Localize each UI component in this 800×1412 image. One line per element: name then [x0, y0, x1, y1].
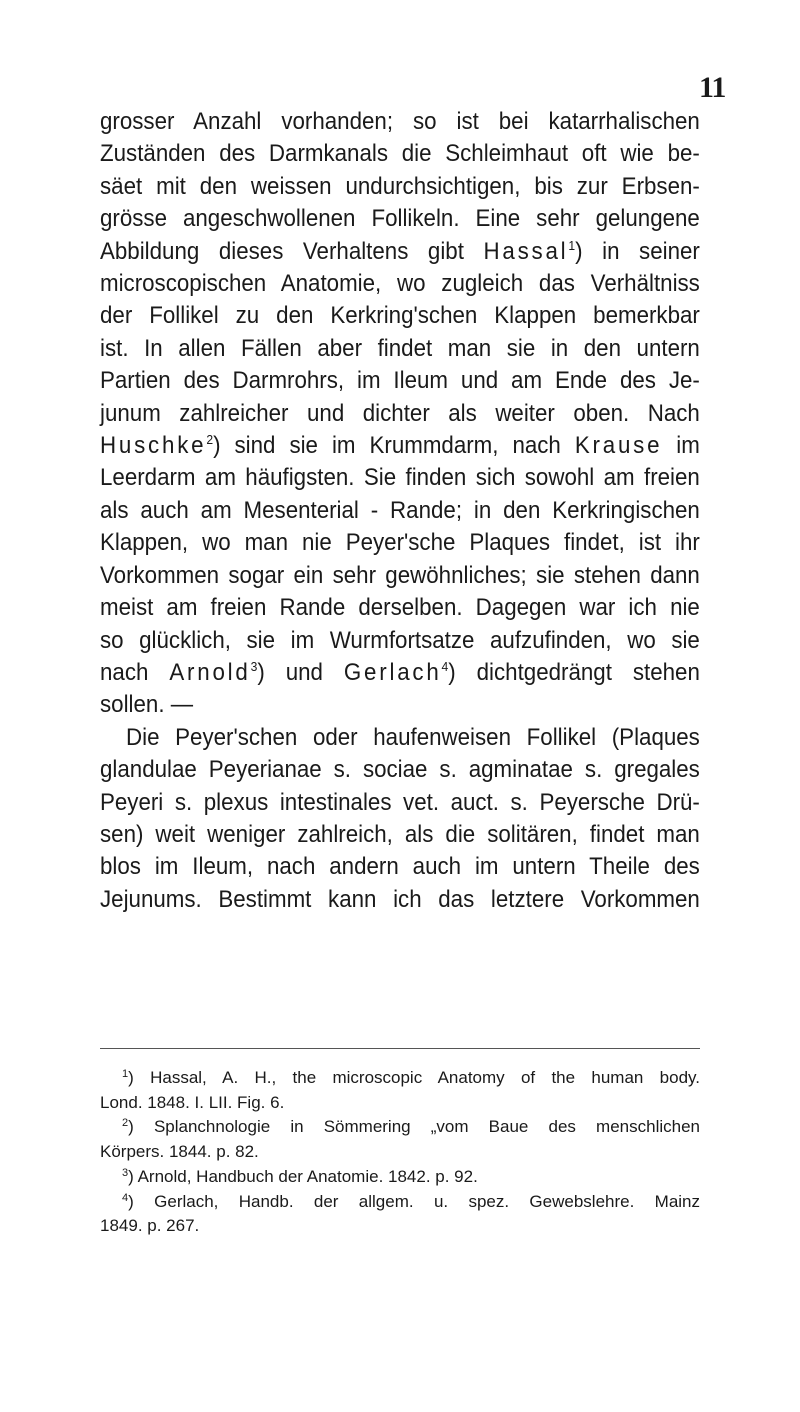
text-run: der Follikel zu den Kerkring'schen Klappen bemerkbar: [100, 302, 700, 330]
text-line: [100, 300, 700, 332]
text-run: microscopischen Anatomie, wo zugleich das Verhältniss: [100, 270, 700, 298]
text-line: [100, 851, 700, 883]
footnote-text: Arnold, Handbuch der Anatomie. 1842. p. 92.: [137, 1166, 478, 1186]
text-run: grösse angeschwollenen Follikeln. Eine sehr gelungene: [100, 205, 700, 233]
footnote: [100, 1066, 700, 1115]
spaced-author-name: Gerlach: [343, 658, 442, 686]
text-line: [100, 625, 700, 657]
text-line: [100, 171, 700, 203]
text-line: [100, 462, 700, 494]
footnote-text: Splanchnologie in Sömmering „vom Baue des menschlichen: [153, 1117, 700, 1137]
text-run: ) sind sie im Krummdarm, nach: [213, 432, 575, 460]
text-run: als auch am Mesenterial - Rande; in den Kerkringischen: [100, 496, 700, 524]
footnote: [100, 1115, 700, 1164]
text-line: [100, 560, 700, 592]
text-line: [100, 884, 700, 916]
text-line: [100, 754, 700, 786]
text-run: Partien des Darmrohrs, im Ileum und am Ende des Je-: [100, 367, 700, 395]
spaced-author-name: Arnold: [169, 658, 251, 686]
footnote-line: $^4$) Gerlach, Handb. der allgem. u. spez. Gewebslehre. Mainz: [122, 1191, 701, 1211]
text-line: [100, 333, 700, 365]
main-text-block: [100, 106, 700, 916]
footnote-text: Lond. 1848. I. LII. Fig. 6.: [100, 1092, 285, 1112]
text-run: ist. In allen Fällen aber findet man sie in den untern: [100, 334, 700, 362]
footnote-text: Körpers. 1844. p. 82.: [100, 1142, 259, 1162]
text-run: Klappen, wo man nie Peyer'sche Plaques findet, ist ihr: [100, 529, 700, 557]
text-run: Peyeri s. plexus intestinales vet. auct. s. Peyersche Drü-: [100, 788, 700, 816]
text-run: säet mit den weissen undurchsichtigen, bis zur Erbsen-: [100, 172, 700, 200]
text-line: [100, 268, 700, 300]
text-line: [100, 495, 700, 527]
footnote-mark: 4: [122, 1191, 129, 1204]
footnote-text: Hassal, A. H., the microscopic Anatomy of the human body.: [150, 1068, 700, 1087]
footnote-line: $^1$) Hassal, A. H., the microscopic Anatomy of the human body.: [122, 1068, 700, 1087]
page-number: 11: [699, 71, 726, 104]
text-run: Jejunums. Bestimmt kann ich das letztere Vorkommen: [100, 885, 700, 913]
text-line: [100, 527, 700, 559]
text-line: [100, 398, 700, 430]
text-run: sollen. —: [100, 691, 194, 719]
footnote-separator-rule: [100, 1048, 700, 1049]
text-line: [100, 236, 700, 268]
text-line: [100, 365, 700, 397]
text-line: [100, 203, 700, 235]
text-line: [100, 787, 700, 819]
text-line: [100, 106, 700, 138]
text-run: ) und: [257, 658, 344, 686]
text-run: junum zahlreicher und dichter als weiter oben. Nach: [100, 399, 700, 427]
footnote-mark: 2: [122, 1117, 129, 1130]
footnote-mark: 3: [122, 1166, 129, 1179]
text-run: grosser Anzahl vorhanden; so ist bei katarrhalischen: [100, 108, 700, 135]
footnote-line: [100, 1214, 700, 1239]
footnote: [100, 1190, 700, 1239]
text-run: nach: [100, 658, 170, 686]
spaced-author-name: Huschke: [100, 432, 207, 460]
spaced-author-name: Hassal: [483, 237, 569, 265]
footnote-mark: 1: [122, 1068, 129, 1080]
text-line: [100, 722, 700, 754]
text-line: [100, 592, 700, 624]
footnote-line: $^2$) Splanchnologie in Sömmering „vom Baue des menschlichen: [122, 1117, 700, 1137]
text-run: Abbildung dieses Verhaltens gibt: [100, 237, 484, 265]
text-run: Vorkommen sogar ein sehr gewöhnliches; sie stehen dann: [100, 561, 700, 589]
text-line: [100, 819, 700, 851]
text-run: ) in seiner: [575, 237, 700, 265]
footnotes-block: [100, 1066, 700, 1239]
footnote-reference: 2: [206, 432, 214, 448]
text-run: meist am freien Rande derselben. Dagegen war ich nie: [100, 594, 700, 622]
spaced-author-name: Krause: [574, 432, 663, 460]
footnote-reference: 4: [441, 658, 449, 674]
text-run: blos im Ileum, nach andern auch im untern Theile des: [100, 853, 700, 881]
text-run: sen) weit weniger zahlreich, als die solitären, findet man: [100, 820, 700, 848]
text-run: so glücklich, sie im Wurmfortsatze aufzufinden, wo sie: [100, 626, 700, 654]
footnote-reference: 3: [250, 658, 258, 674]
footnote-line: [100, 1140, 700, 1165]
text-line: [100, 430, 700, 462]
text-line: [100, 138, 700, 170]
text-run: Zuständen des Darmkanals die Schleimhaut oft wie be-: [100, 140, 700, 168]
text-run: glandulae Peyerianae s. sociae s. agminatae s. gregales: [100, 756, 700, 784]
footnote-line: [100, 1091, 700, 1116]
footnote-reference: 1: [568, 237, 576, 253]
text-line: [100, 689, 700, 721]
text-line: [100, 657, 700, 689]
text-run: ) dichtgedrängt stehen: [448, 658, 700, 686]
footnote-text: Gerlach, Handb. der allgem. u. spez. Gewebslehre. Mainz: [154, 1191, 701, 1211]
footnote-text: 1849. p. 267.: [100, 1216, 200, 1236]
text-run: Die Peyer'schen oder haufenweisen Follikel (Plaques: [126, 723, 700, 751]
text-run: im: [662, 432, 700, 460]
footnote-line: $^3$) Arnold, Handbuch der Anatomie. 1842. p. 92.: [122, 1166, 478, 1186]
text-run: Leerdarm am häufigsten. Sie finden sich sowohl am freien: [100, 464, 700, 492]
footnote: [100, 1165, 700, 1190]
